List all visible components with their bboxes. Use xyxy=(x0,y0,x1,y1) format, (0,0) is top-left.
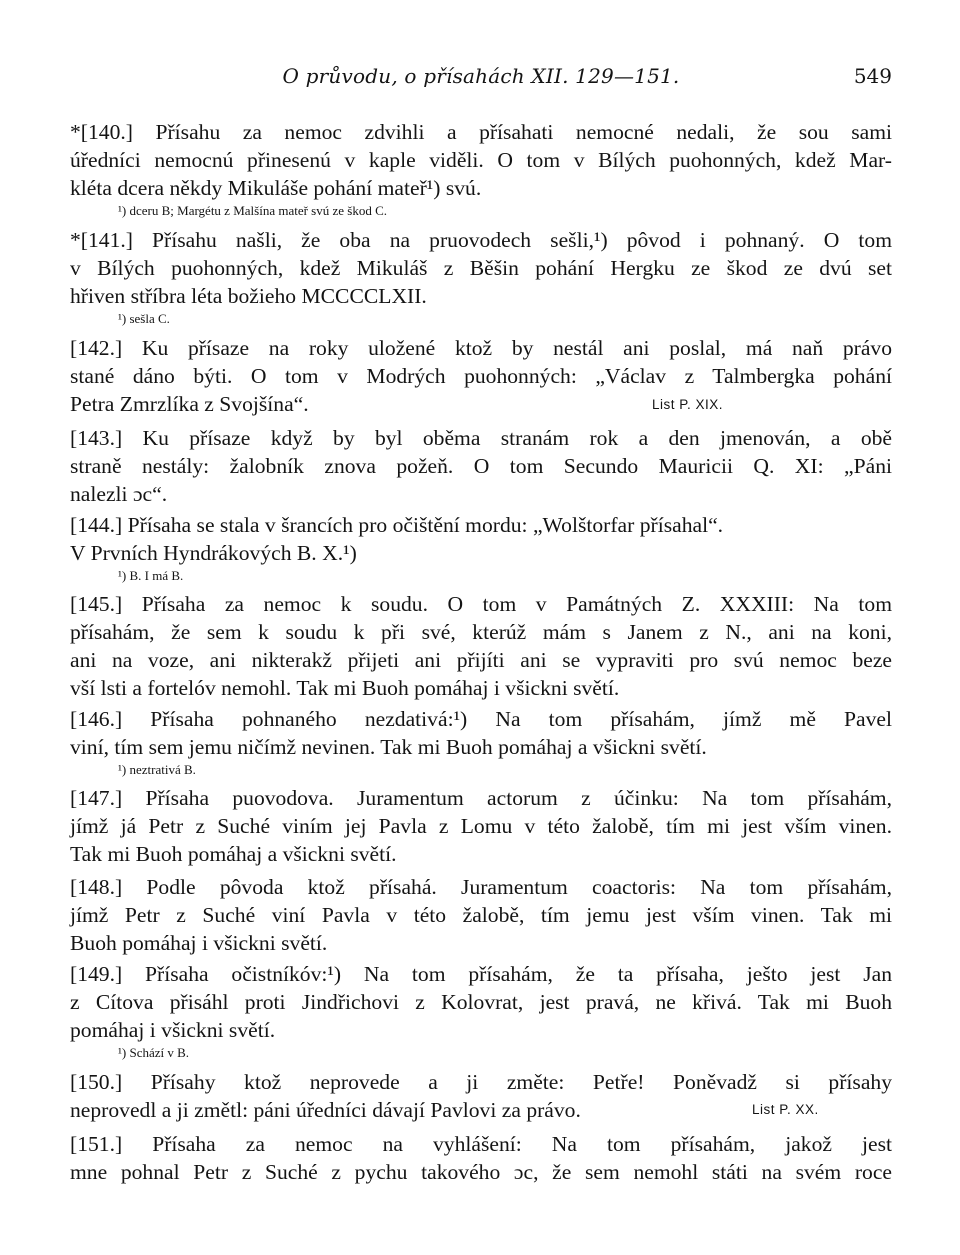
paragraph-150-line-1: [150.] Přísahy ktož neprovede a ji změte: Petře! Poněvadž si přísahy xyxy=(70,1070,892,1094)
running-header xyxy=(70,64,892,100)
paragraph-148-line-1: [148.] Podle pôvoda ktož přísahá. Juramentum coactoris: Na tom přísahám, xyxy=(70,875,892,899)
footnote-149: ¹) Schází v B. xyxy=(118,1045,190,1060)
source-reference-150: List P. XX. xyxy=(752,1102,819,1117)
paragraph-146-line-1: [146.] Přísaha pohnaného nezdativá:¹) Na tom přísahám, jímž mě Pavel xyxy=(70,707,892,731)
paragraph-142-line-2: stané dáno býti. O tom v Modrých puohonných: „Václav z Talmbergka pohání xyxy=(70,364,892,388)
paragraph-147-line-1: [147.] Přísaha puovodova. Juramentum actorum z účinku: Na tom přísahám, xyxy=(70,786,892,810)
paragraph-149-line-3: pomáhaj i všickni světí. xyxy=(70,1018,276,1042)
paragraph-140-line-2: úředníci nemocnú přinesenú v kaple viděli. O tom v Bílých puohonných, kdež Mar- xyxy=(70,148,892,172)
paragraph-148-line-2: jímž Petr z Suché viní Pavla v této žalobě, tím jemu jest vším vinen. Tak mi xyxy=(70,903,892,927)
paragraph-143-line-1: [143.] Ku přísaze když by byl oběma stranám rok a den jmenován, a obě xyxy=(70,426,892,450)
footnote-141: ¹) sešla C. xyxy=(118,311,170,326)
paragraph-144-line-1: [144.] Přísaha se stala v šrancích pro očištění mordu: „Wolštorfar přísahal“. xyxy=(70,513,724,537)
paragraph-148-line-3: Buoh pomáhaj i všickni světí. xyxy=(70,931,328,955)
paragraph-143-line-3: nalezli ɔc“. xyxy=(70,482,168,506)
paragraph-145-line-3: ani na voze, ani nikterakž přijeti ani přijíti ani se vypraviti pro svú nemoc beze xyxy=(70,648,892,672)
footnote-146: ¹) neztrativá B. xyxy=(118,762,196,777)
paragraph-151-line-2: mne pohnal Petr z Suché z pychu takového ɔc, že sem nemohl státi na svém roce xyxy=(70,1160,892,1184)
paragraph-142-line-3: Petra Zmrzlíka z Svojšína“. xyxy=(70,392,309,416)
paragraph-141-line-1: *[141.] Přísahu našli, že oba na pruovodech sešli,¹) pôvod i pohnaný. O tom xyxy=(70,228,892,252)
paragraph-151-line-1: [151.] Přísaha za nemoc na vyhlášení: Na tom přísahám, jakož jest xyxy=(70,1132,892,1156)
paragraph-142-line-1: [142.] Ku přísaze na roky uložené ktož by nestál ani poslal, má naň právo xyxy=(70,336,892,360)
paragraph-149-line-1: [149.] Přísaha očistníkóv:¹) Na tom přísahám, že ta přísaha, ješto jest Jan xyxy=(70,962,892,986)
paragraph-140-line-3: kléta dcera někdy Mikuláše pohání mateř¹) svú. xyxy=(70,176,482,200)
source-reference-142: List P. XIX. xyxy=(652,397,724,412)
paragraph-140-line-1: *[140.] Přísahu za nemoc zdvihli a přísahati nemocné nedali, že sou sami xyxy=(70,120,892,144)
paragraph-143-line-2: straně nestály: žalobník znova požeň. O tom Secundo Mauricii Q. XI: „Páni xyxy=(70,454,892,478)
paragraph-150-line-2: neprovedl a ji změtl: páni úředníci dávají Pavlovi za právo. xyxy=(70,1098,581,1122)
paragraph-145-line-1: [145.] Přísaha za nemoc k soudu. O tom v Památných Z. XXXIII: Na tom xyxy=(70,592,892,616)
header-title: O průvodu, o přísahách XII. 129—151. xyxy=(282,64,680,88)
paragraph-149-line-2: z Cítova přisáhl proti Jindřichovi z Kolovrat, jest pravá, ne křivá. Tak mi Buoh xyxy=(70,990,892,1014)
paragraph-147-line-3: Tak mi Buoh pomáhaj a všickni světí. xyxy=(70,842,397,866)
paragraph-145-line-2: přísahám, že sem k soudu k při své, kterúž mám s Janem z N., ani na koni, xyxy=(70,620,892,644)
page-number: 549 xyxy=(853,64,892,88)
paragraph-145-line-4: vší lsti a fortelóv nemohl. Tak mi Buoh pomáhaj i všickni světí. xyxy=(70,676,620,700)
paragraph-141-line-3: hřiven stříbra léta božieho MCCCCLXII. xyxy=(70,284,427,308)
paragraph-144-line-2: V Prvních Hyndrákových B. X.¹) xyxy=(70,541,357,565)
paragraph-146-line-2: viní, tím sem jemu ničímž nevinen. Tak mi Buoh pomáhaj a všickni světí. xyxy=(70,735,707,759)
footnote-140: ¹) dceru B; Margétu z Malšína mateř svú ze škod C. xyxy=(118,203,388,218)
paragraph-147-line-2: jímž já Petr z Suché viním jej Pavla z Lomu v této žalobě, tím mi jest vším vinen. xyxy=(70,814,892,838)
paragraph-141-line-2: v Bílých puohonných, kdež Mikuláš z Běšin pohání Hergku ze škod ze dvú set xyxy=(70,256,892,280)
footnote-144: ¹) B. I má B. xyxy=(118,568,184,583)
